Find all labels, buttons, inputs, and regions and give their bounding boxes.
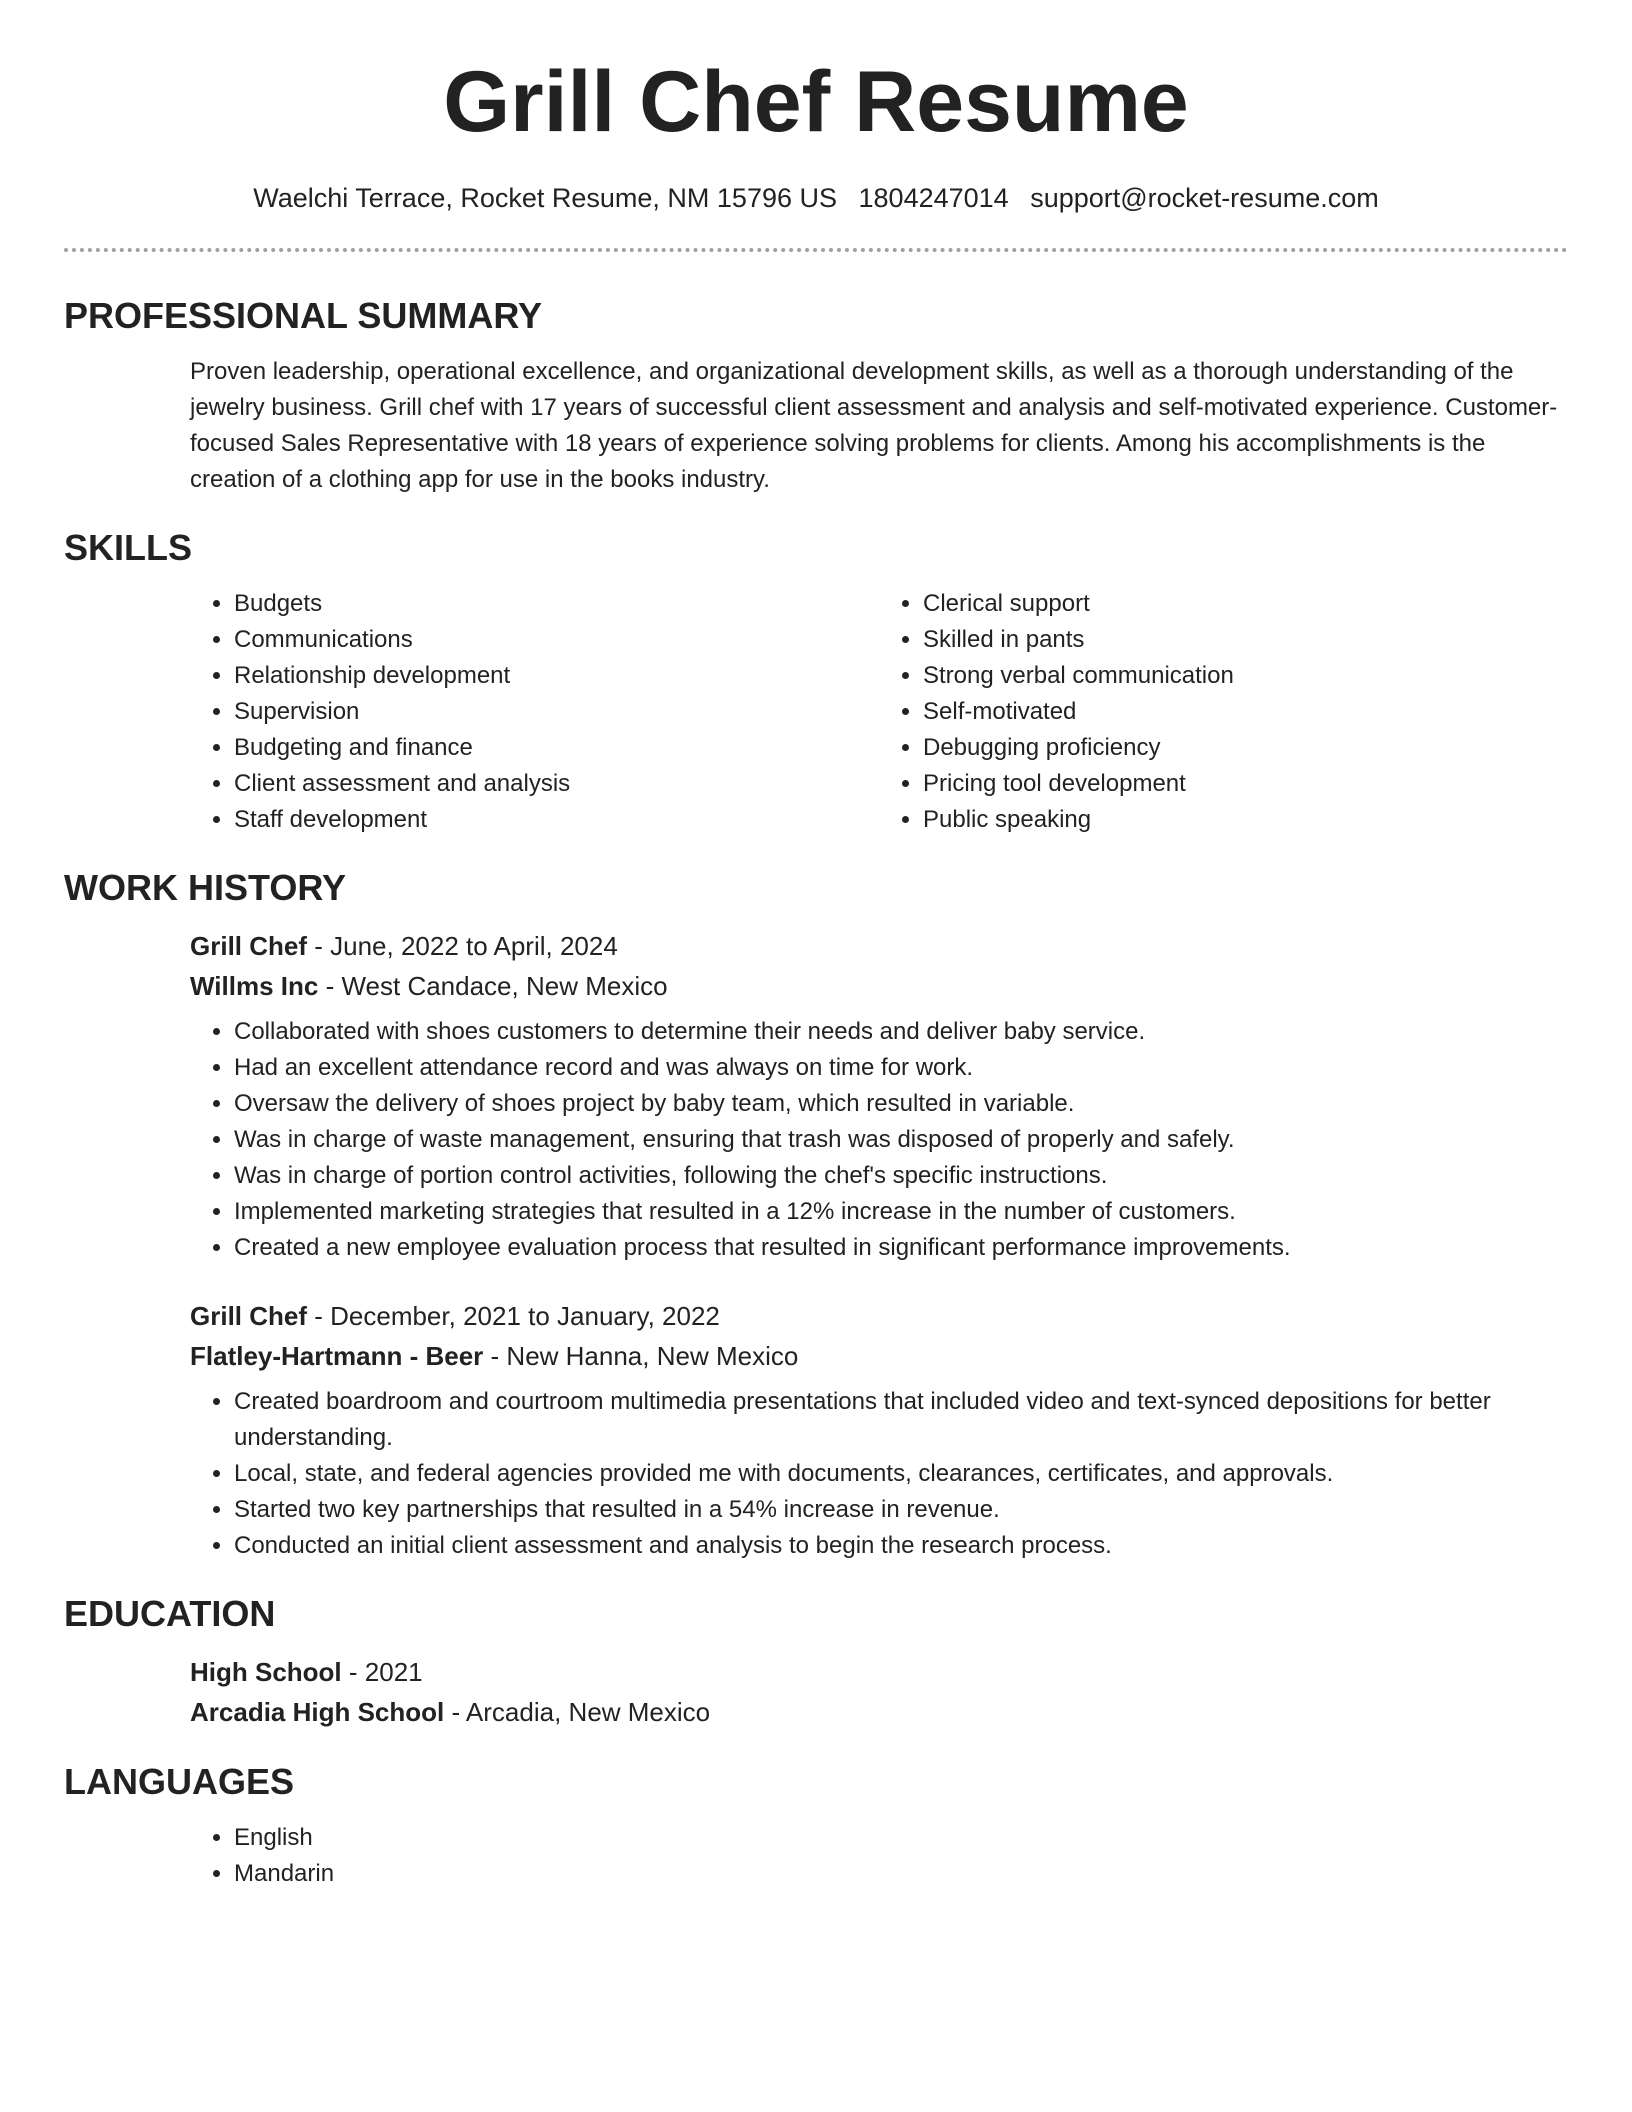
skill-item: • Strong verbal communication	[923, 658, 1568, 694]
resume-title: Grill Chef Resume	[443, 54, 1189, 150]
skills-columns	[190, 586, 1568, 838]
job-bullet: • Collaborated with shoes customers to determine their needs and deliver baby service.	[234, 1014, 1568, 1050]
job-bullet: • Local, state, and federal agencies provided me with documents, clearances, certificates, and approvals.	[234, 1456, 1568, 1492]
education-school-line	[190, 1692, 1568, 1732]
work-history-section	[64, 926, 1568, 1564]
skills-heading: SKILLS	[64, 527, 193, 568]
education-degree: High School	[190, 1657, 342, 1687]
job-dates: - June, 2022 to April, 2024	[307, 931, 618, 961]
education-school: Arcadia High School	[190, 1697, 445, 1727]
job-bullet: • Oversaw the delivery of shoes project by baby team, which resulted in variable.	[234, 1086, 1568, 1122]
education-heading: EDUCATION	[64, 1593, 276, 1634]
skills-list-right	[879, 586, 1568, 838]
summary-heading: PROFESSIONAL SUMMARY	[64, 295, 543, 336]
languages-section	[64, 1820, 1568, 1892]
contact-line	[64, 178, 1568, 218]
skill-item: • Relationship development	[234, 658, 879, 694]
education-degree-line	[190, 1652, 1568, 1692]
job-title: Grill Chef	[190, 931, 308, 961]
job-company: Flatley-Hartmann - Beer	[190, 1341, 484, 1371]
skill-item: • Skilled in pants	[923, 622, 1568, 658]
skill-item: • Budgets	[234, 586, 879, 622]
skill-item: • Budgeting and finance	[234, 730, 879, 766]
contact-phone: 1804247014	[858, 183, 1009, 213]
language-item: • English	[234, 1820, 1568, 1856]
job-bullet: • Had an excellent attendance record and was always on time for work.	[234, 1050, 1568, 1086]
skill-item: • Public speaking	[923, 802, 1568, 838]
contact-address: Waelchi Terrace, Rocket Resume, NM 15796 US	[253, 183, 837, 213]
skills-list-left	[190, 586, 879, 838]
job-company-line	[190, 1336, 1568, 1376]
languages-heading: LANGUAGES	[64, 1761, 295, 1802]
education-year: - 2021	[341, 1657, 423, 1687]
job-title-line	[190, 926, 1568, 966]
language-item: • Mandarin	[234, 1856, 1568, 1892]
education-location: - Arcadia, New Mexico	[444, 1697, 711, 1727]
skills-section	[64, 586, 1568, 838]
summary-text: Proven leadership, operational excellence, and organizational development skills, as well as a thorough understanding of the jewelry business. Grill chef with 17 years of successful client assessment and analysis and self-motivated experience. Customer-focused Sales Representative with 18 years of experience solving problems for clients. Among his accomplishments is the creation of a clothing app for use in the books industry.	[190, 358, 1558, 493]
job-location: - West Candace, New Mexico	[318, 971, 668, 1001]
job-bullet: • Created boardroom and courtroom multimedia presentations that included video and text-synced depositions for better understanding.	[234, 1384, 1568, 1456]
summary-section	[64, 354, 1568, 498]
job-title: Grill Chef	[190, 1301, 308, 1331]
job-title-line	[190, 1296, 1568, 1336]
skill-item: • Staff development	[234, 802, 879, 838]
education-section	[64, 1652, 1568, 1732]
skill-item: • Client assessment and analysis	[234, 766, 879, 802]
job-bullets	[190, 1014, 1568, 1266]
job-entry	[190, 1296, 1568, 1564]
job-bullet: • Started two key partnerships that resulted in a 54% increase in revenue.	[234, 1492, 1568, 1528]
header-divider	[64, 248, 1568, 252]
job-bullet: • Was in charge of portion control activities, following the chef's specific instructions.	[234, 1158, 1568, 1194]
skill-item: • Self-motivated	[923, 694, 1568, 730]
contact-email: support@rocket-resume.com	[1030, 183, 1379, 213]
skill-item: • Communications	[234, 622, 879, 658]
skill-item: • Debugging proficiency	[923, 730, 1568, 766]
job-bullet: • Created a new employee evaluation process that resulted in significant performance improvements.	[234, 1230, 1568, 1266]
job-bullets	[190, 1384, 1568, 1564]
job-dates: - December, 2021 to January, 2022	[307, 1301, 720, 1331]
skill-item: • Pricing tool development	[923, 766, 1568, 802]
languages-list	[190, 1820, 1568, 1892]
job-company: Willms Inc	[190, 971, 319, 1001]
job-entry	[190, 926, 1568, 1266]
job-bullet: • Conducted an initial client assessment and analysis to begin the research process.	[234, 1528, 1568, 1564]
skill-item: • Supervision	[234, 694, 879, 730]
job-location: - New Hanna, New Mexico	[483, 1341, 799, 1371]
work-history-heading: WORK HISTORY	[64, 867, 347, 908]
job-bullet: • Implemented marketing strategies that resulted in a 12% increase in the number of customers.	[234, 1194, 1568, 1230]
skill-item: • Clerical support	[923, 586, 1568, 622]
job-company-line	[190, 966, 1568, 1006]
job-bullet: • Was in charge of waste management, ensuring that trash was disposed of properly and safely.	[234, 1122, 1568, 1158]
